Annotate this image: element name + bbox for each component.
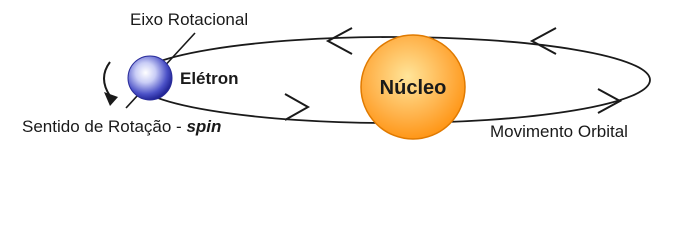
nucleus-label: Núcleo [379, 77, 447, 99]
orbit-arrow-top-right [532, 28, 556, 54]
rotation-axis-label: Eixo Rotacional [130, 10, 249, 29]
spin-direction-arrow [104, 62, 110, 96]
spin-direction-arrowhead [104, 92, 118, 106]
orbit-arrow-top-left [328, 28, 352, 54]
spin-word: spin [186, 117, 222, 136]
electron-label: Elétron [180, 69, 239, 88]
spin-direction-label [22, 117, 221, 136]
electron [128, 56, 172, 100]
orbit-arrow-bottom-left [285, 94, 308, 120]
orbital-motion-label: Movimento Orbital [490, 122, 628, 141]
spin-direction-prefix: Sentido de Rotação - [22, 117, 187, 136]
